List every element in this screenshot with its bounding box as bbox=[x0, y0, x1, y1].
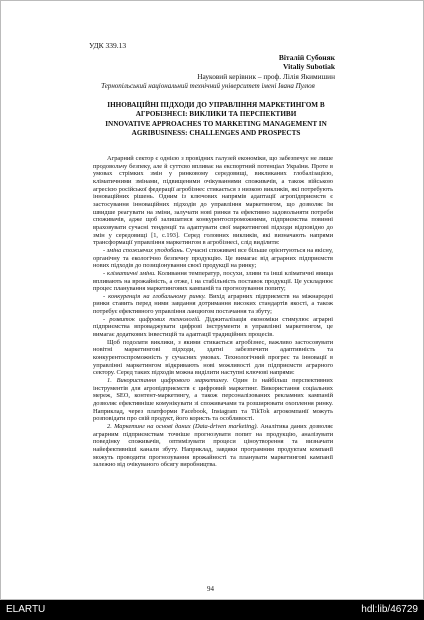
paragraph-intro: Аграрний сектор є однією з провідних галузей економіки, що забезпечує не лише продовольчу безпеку, але й суттєво впливає на експортний потенціал України. Проте в умовах стрімких змін у ринковому середовищі, викликаних глобалізацією, кліматичними змінами, підвищеними очікуваннями споживачів, а також війською агресією російської федерації агробізнес стикається з низкою викликів, які потребують інноваційних рішень. Одним із ключових напрямів адаптації агропідприємств є застосування інноваційних підходів до управління маркетингом, що дозволяє їм швидше реагувати на зміни, залучати нові ринки та ефективно задовольняти потреби споживачів, адже щоб залишатися конкурентоспроможними, підприємства повинні враховувати сучасні тенденції та адаптувати свої маркетингові підходи відповідно до змін у середовищі [1, с.193]. Серед головних викликів, які визначають напрями трансформації управління маркетингом в агробізнесі, слід виділити: bbox=[93, 155, 333, 247]
bullet-consumer bbox=[93, 247, 333, 270]
bullet-text: Коливання температур, посухи, зливи та інші кліматичні явища впливають на врожайність, а отже, і на стабільність поставок продукції. Це ускладнює процес планування маркетингових кампаній та прогнозування попиту; bbox=[93, 269, 334, 293]
bullet-competition bbox=[93, 293, 333, 316]
item-text: Один із найбільш перспективних інструментів для агропідприємств є цифровий маркетинг. Використання соціальних мереж, SEO, контент-маркетингу, а також персоналізованих рекламних кампаній дозволяє ефективніше комунікувати зі споживачами та розширювати охоплення ринку. Наприклад, через платформи Facebook, Instagram та TikTok агрокомпанії можуть розповідати про свій продукт, його користь та особливості. bbox=[93, 377, 333, 423]
title-ua-line-2: АГРОБІЗНЕСІ: ВИКЛИКИ ТА ПЕРСПЕКТИВИ bbox=[135, 110, 297, 119]
repository-footer bbox=[0, 600, 424, 620]
numbered-item-2 bbox=[93, 423, 333, 469]
bullet-text: Сучасні споживачі все більше орієнтуються на якісну, органічну та екологічно безпечну продукцію. Це вимагає від аграрних підприємств нових підходів до позиціонування своєї продукції на ринку; bbox=[93, 246, 333, 270]
author-name-en: Vitaliy Subotiak bbox=[282, 62, 335, 71]
bullet-digital bbox=[93, 316, 333, 339]
author-name-ua: Віталій Субоняк bbox=[278, 53, 335, 62]
item-text: Аналітика даних дозволяє аграрним підприємствам точніше прогнозувати попит на продукцію, аналізувати поведінку споживачів, оптимізувати процеси ціноутворення та визначати найефективніші канали збуту. Наприклад, завдяки програмним продуктам компанії можуть проводити прогнозування врожайності та планувати маркетингові кампанії залежно від очікуваного обсягу виробництва. bbox=[93, 422, 333, 469]
paragraph-approaches: Щоб подолати виклики, з якими стикається агробізнес, важливо застосовувати новітні маркетингові підходи, здатні забезпечити адаптивність та конкурентоспроможність у сучасних умовах. Технологічний прогрес та інновації в управлінні маркетингом відкривають нові можливості для підприємств аграрного сектору. Серед таких підходів можна виділити наступні ключові напрями: bbox=[93, 338, 333, 377]
bullet-text: Вихід аграрних підприємств на міжнародні ринки ставить перед ними завдання дотримання високих стандартів якості, а також потребує ефективного управління ланцюгом постачання та збуту; bbox=[93, 292, 333, 316]
title-en-line-1: INNOVATIVE APPROACHES TO MARKETING MANAGEMENT IN bbox=[105, 119, 327, 128]
bullet-climate bbox=[93, 270, 333, 293]
bullet-lead: - розвиток цифрових технологій. bbox=[103, 315, 201, 323]
paper-body bbox=[93, 155, 333, 469]
footer-handle: hdl:lib/46729 bbox=[361, 604, 418, 615]
udk-code: УДК 339.13 bbox=[89, 41, 127, 50]
bullet-lead: - зміна споживчих уподобань. bbox=[103, 246, 185, 254]
item-lead: 2. Маркетинг на основі даних (Data-driven marketing). bbox=[107, 422, 259, 430]
bullet-lead: - конкуренція на глобальному ринку. bbox=[103, 292, 206, 300]
title-ua-line-1: ІННОВАЦІЙНІ ПІДХОДИ ДО УПРАВЛІННЯ МАРКЕТИНГОМ В bbox=[107, 101, 325, 109]
page-number: 94 bbox=[207, 585, 214, 593]
footer-repository-name: ELARTU bbox=[6, 604, 46, 615]
bullet-lead: - кліматичні зміни. bbox=[103, 269, 156, 277]
item-lead: 1. Використання цифрового маркетингу. bbox=[107, 377, 229, 385]
paper-title bbox=[91, 101, 341, 138]
numbered-item-1 bbox=[93, 377, 333, 423]
title-en-line-2: AGRIBUSINESS: CHALLENGES AND PROSPECTS bbox=[131, 128, 301, 137]
bullet-text: Діджиталізація економіки стимулює аграрні підприємства впроваджувати цифрові інструменти в управлінні маркетингом, це вимагає додаткових інвестицій та адаптації традиційних процесів. bbox=[93, 315, 333, 339]
affiliation: Тернопільський національний технічний університет імені Івана Пулюя bbox=[101, 82, 315, 90]
scientific-advisor: Науковий керівник – проф. Лілія Якимишин bbox=[197, 72, 335, 81]
